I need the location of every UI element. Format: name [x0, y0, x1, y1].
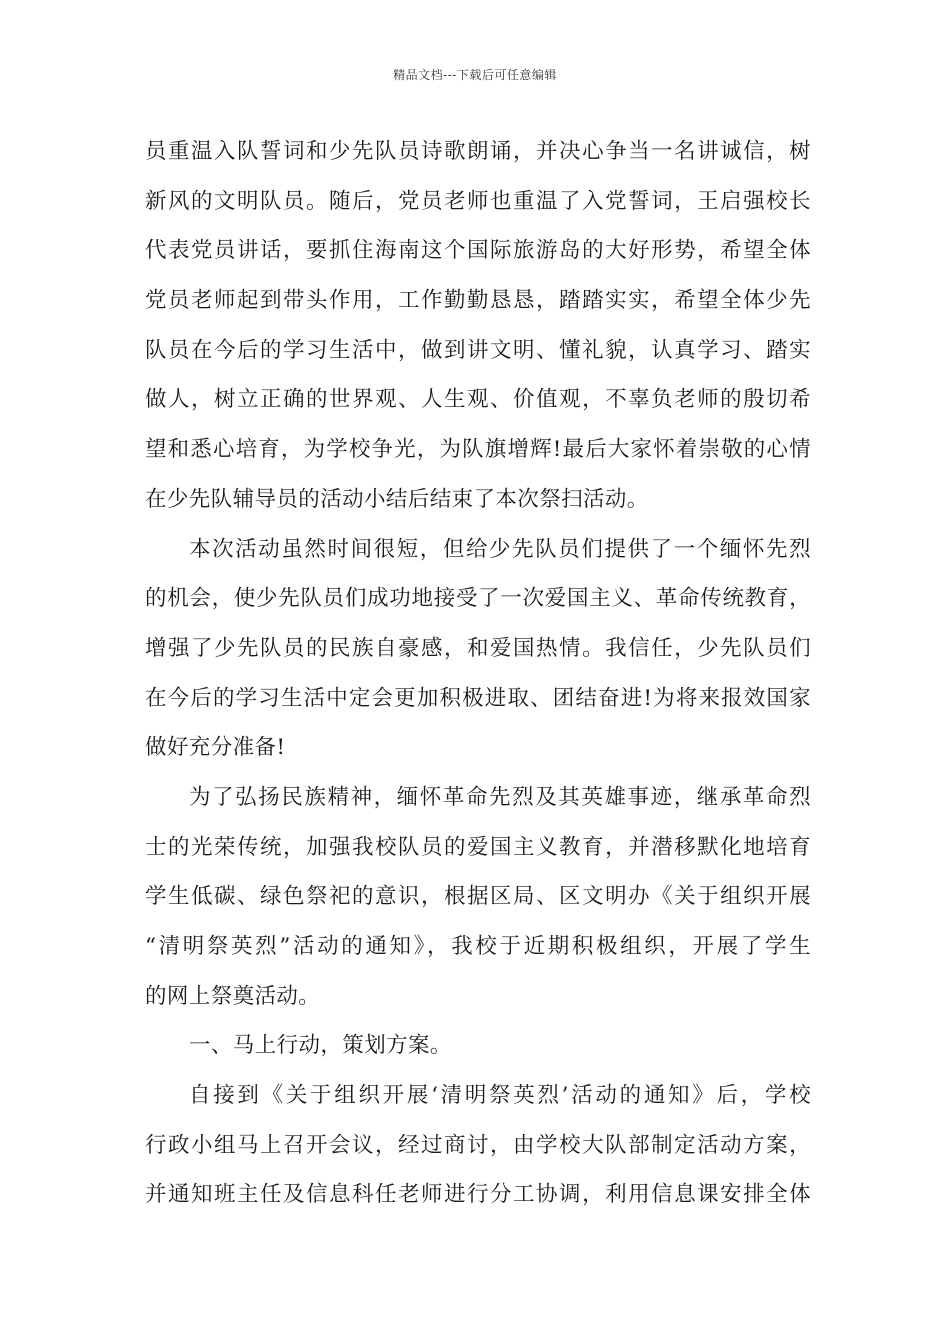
text-line: 一、马上行动，策划方案。 — [189, 1033, 452, 1059]
text-line: 在今后的学习生活中定会更加积极进取、团结奋进!为将来报效国家 — [145, 685, 811, 711]
text-line: 员重温入队誓词和少先队员诗歌朗诵，并决心争当一名讲诚信，树 — [145, 139, 811, 164]
text-line: 增强了少先队员的民族自豪感，和爱国热情。我信任，少先队员们 — [145, 635, 811, 661]
text-line: 的机会，使少先队员们成功地接受了一次爱国主义、革命传统教育， — [145, 586, 811, 612]
text-line: 并通知班主任及信息科任老师进行分工协调，利用信息课安排全体 — [145, 1182, 811, 1208]
text-line: 做人，树立正确的世界观、人生观、价值观，不辜负老师的殷切希 — [145, 387, 811, 413]
page-header: 精品文档---下载后可任意编辑 — [393, 68, 557, 82]
text-line: 为了弘扬民族精神，缅怀革命先烈及其英雄事迹，继承革命烈 — [189, 784, 811, 810]
text-line: 行政小组马上召开会议，经过商讨，由学校大队部制定活动方案， — [145, 1132, 811, 1158]
text-line: 做好充分准备! — [145, 735, 286, 761]
text-line: 望和悉心培育，为学校争光，为队旗增辉!最后大家怀着崇敬的心情 — [145, 437, 811, 463]
text-line: 的网上祭奠活动。 — [145, 983, 321, 1009]
text-line: 学生低碳、绿色祭祀的意识，根据区局、区文明办《关于组织开展 — [145, 884, 811, 910]
text-line: “清明祭英烈”活动的通知》，我校于近期积极组织，开展了学生 — [145, 934, 811, 959]
text-line: 本次活动虽然时间很短，但给少先队员们提供了一个缅怀先烈 — [189, 536, 811, 562]
text-line: 党员老师起到带头作用，工作勤勤恳恳，踏踏实实，希望全体少先 — [145, 288, 811, 314]
text-line: 代表党员讲话，要抓住海南这个国际旅游岛的大好形势，希望全体 — [145, 238, 811, 264]
document-body — [145, 127, 811, 1220]
text-line: 在少先队辅导员的活动小结后结束了本次祭扫活动。 — [145, 486, 649, 512]
text-line: 士的光荣传统，加强我校队员的爱国主义教育，并潜移默化地培育 — [145, 834, 811, 860]
text-line: 新风的文明队员。随后，党员老师也重温了入党誓词，王启强校长 — [145, 188, 811, 214]
text-line: 自接到《关于组织开展‘清明祭英烈’活动的通知》后，学校 — [189, 1083, 811, 1109]
text-line: 队员在今后的学习生活中，做到讲文明、懂礼貌，认真学习、踏实 — [145, 337, 811, 363]
